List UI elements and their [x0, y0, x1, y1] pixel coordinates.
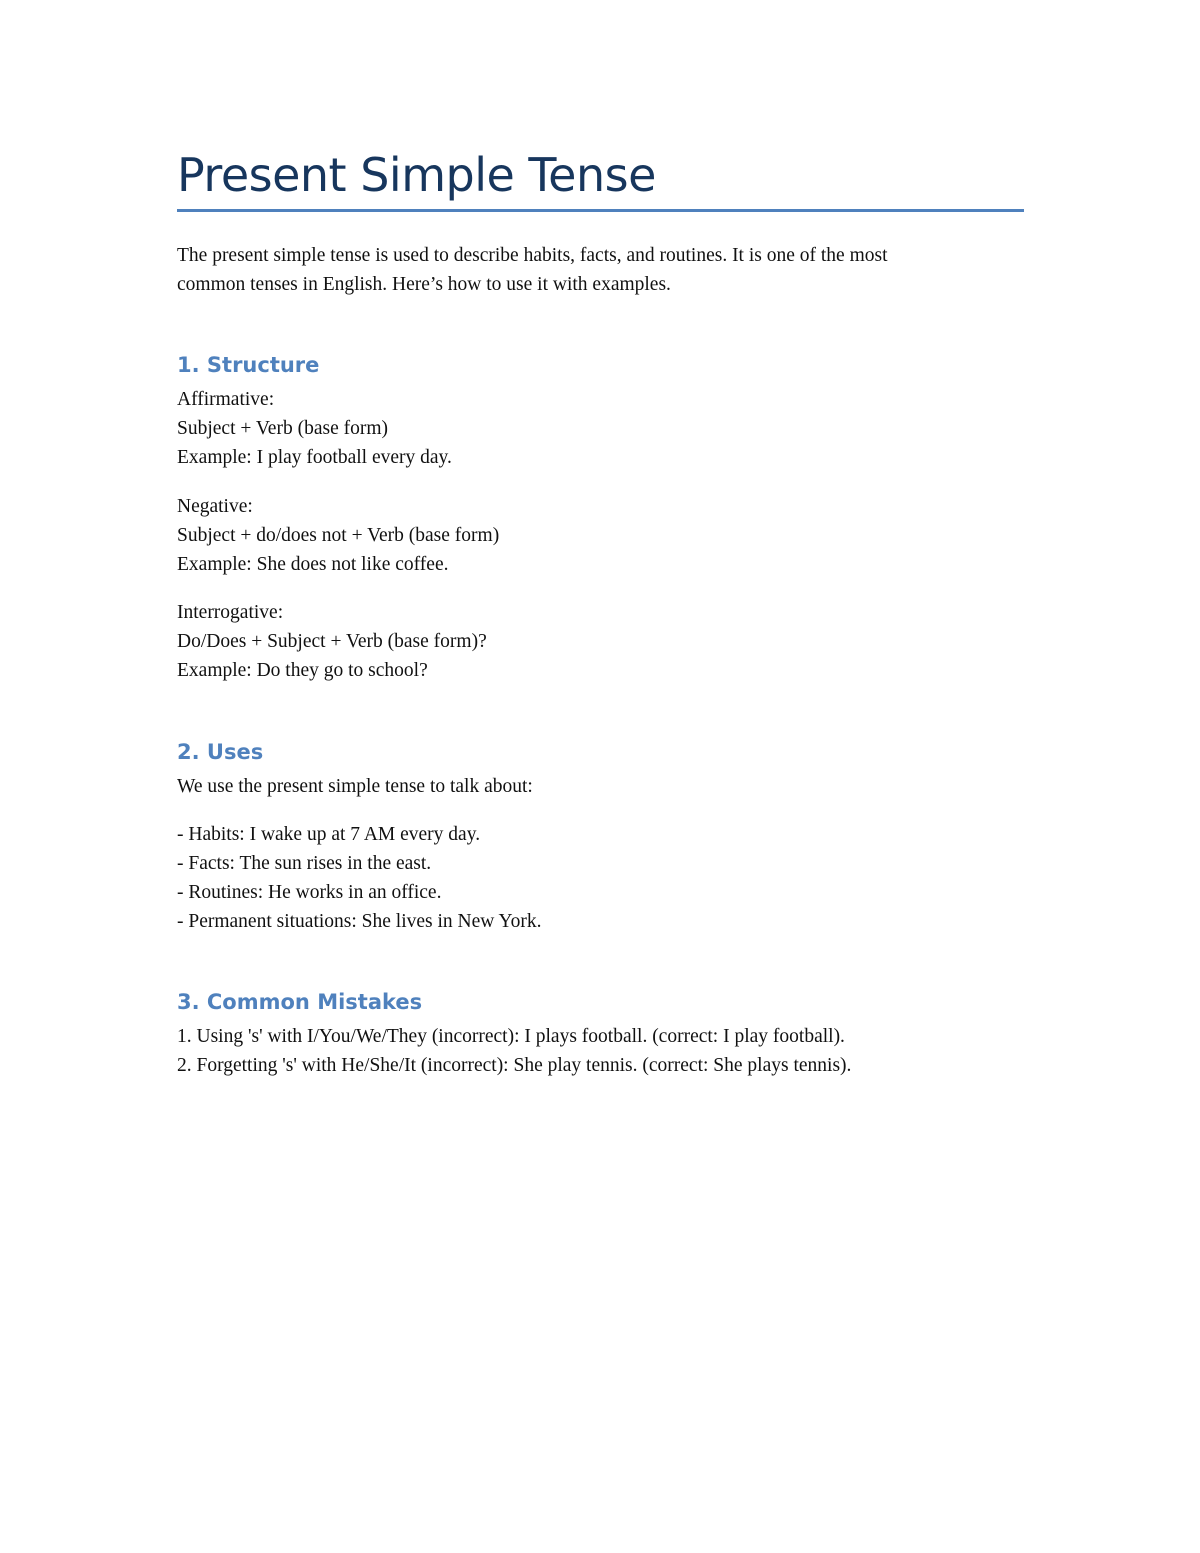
- interrogative-block: [177, 598, 487, 685]
- interrogative-label: Interrogative:: [177, 602, 284, 623]
- affirmative-example: Example: I play football every day.: [177, 447, 452, 468]
- uses-list: [177, 820, 542, 936]
- list-item: - Routines: He works in an office.: [177, 882, 442, 903]
- list-item: 2. Forgetting 's' with He/She/It (incorrect): She play tennis. (correct: She plays tennis).: [177, 1055, 852, 1076]
- structure-heading: 1. Structure: [177, 353, 320, 377]
- negative-label: Negative:: [177, 496, 253, 517]
- negative-block: [177, 492, 499, 579]
- mistakes-heading: 3. Common Mistakes: [177, 990, 423, 1014]
- affirmative-formula: Subject + Verb (base form): [177, 418, 388, 439]
- mistakes-list: [177, 1022, 851, 1080]
- negative-formula: Subject + do/does not + Verb (base form): [177, 525, 500, 546]
- intro-paragraph: [177, 241, 888, 299]
- uses-intro: We use the present simple tense to talk about:: [177, 776, 533, 797]
- affirmative-label: Affirmative:: [177, 389, 275, 410]
- negative-example: Example: She does not like coffee.: [177, 554, 449, 575]
- title-underline: [177, 209, 1024, 212]
- list-item: - Permanent situations: She lives in New York.: [177, 911, 542, 932]
- intro-line-1: The present simple tense is used to describe habits, facts, and routines. It is one of the most: [177, 245, 888, 266]
- list-item: - Facts: The sun rises in the east.: [177, 853, 432, 874]
- intro-line-2: common tenses in English. Here’s how to use it with examples.: [177, 274, 671, 295]
- interrogative-example: Example: Do they go to school?: [177, 660, 428, 681]
- interrogative-formula: Do/Does + Subject + Verb (base form)?: [177, 631, 487, 652]
- uses-heading: 2. Uses: [177, 740, 264, 764]
- list-item: - Habits: I wake up at 7 AM every day.: [177, 824, 481, 845]
- page-title: Present Simple Tense: [177, 148, 656, 202]
- list-item: 1. Using 's' with I/You/We/They (incorrect): I plays football. (correct: I play football).: [177, 1026, 845, 1047]
- affirmative-block: [177, 385, 452, 472]
